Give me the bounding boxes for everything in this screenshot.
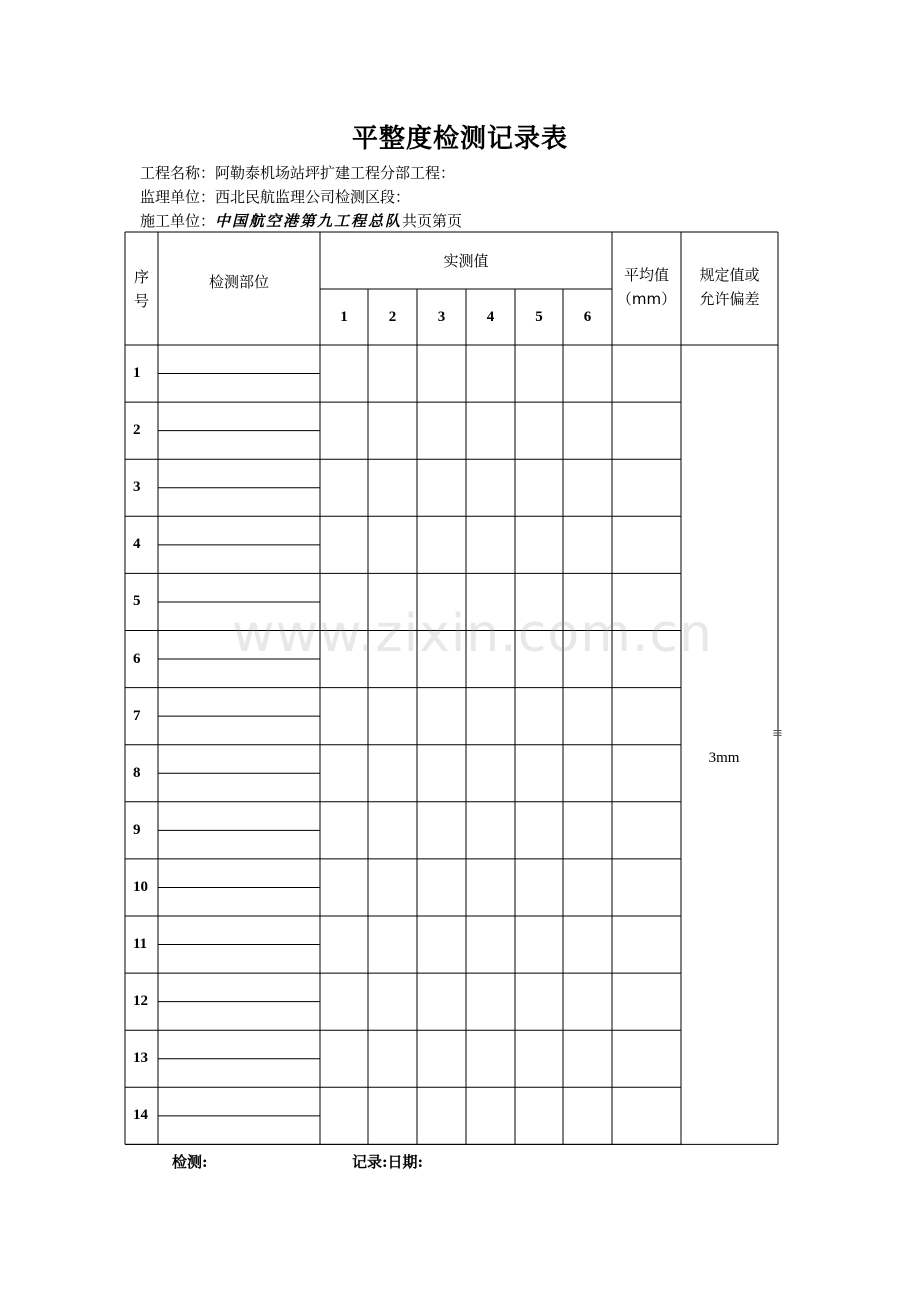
measure-column-5: 5 bbox=[535, 308, 543, 325]
contractor-value: 中国航空港第九工程总队 bbox=[215, 212, 403, 230]
header-location: 检测部位 bbox=[208, 272, 269, 291]
page-count: 共页第页 bbox=[402, 212, 463, 230]
inspector-label: 检测: bbox=[172, 1153, 208, 1171]
watermark: www.zixin.com.cn bbox=[232, 604, 713, 664]
row-number-3: 3 bbox=[133, 479, 141, 496]
page-title: 平整度检测记录表 bbox=[351, 124, 568, 154]
measure-column-2: 2 bbox=[388, 308, 397, 325]
tolerance-value: 3mm bbox=[708, 749, 740, 766]
row-number-12: 12 bbox=[133, 993, 148, 1010]
project-name-value: 阿勒泰机场站坪扩建工程分部工程： bbox=[215, 164, 456, 182]
edge-mark: ≡ bbox=[772, 726, 783, 741]
recorder-date-label: 记录:日期: bbox=[352, 1153, 424, 1171]
row-number-14: 14 bbox=[133, 1107, 148, 1124]
row-number-8: 8 bbox=[133, 764, 141, 781]
row-number-4: 4 bbox=[133, 536, 141, 553]
row-number-6: 6 bbox=[133, 650, 141, 667]
header-measured: 实测值 bbox=[443, 251, 489, 270]
header-average: 平均值 （mm） bbox=[616, 265, 677, 308]
supervisor-value: 西北民航监理公司检测区段： bbox=[215, 188, 411, 206]
row-number-11: 11 bbox=[133, 936, 148, 953]
contractor-label: 施工单位： bbox=[140, 212, 216, 230]
project-name-label: 工程名称： bbox=[140, 164, 216, 182]
row-number-10: 10 bbox=[133, 878, 148, 895]
measure-column-1: 1 bbox=[340, 308, 348, 325]
header-seq: 序 号 bbox=[133, 267, 149, 310]
measure-column-4: 4 bbox=[486, 308, 495, 325]
supervisor-label: 监理单位： bbox=[140, 188, 216, 206]
row-number-9: 9 bbox=[133, 821, 141, 838]
row-number-2: 2 bbox=[133, 422, 141, 439]
measure-column-3: 3 bbox=[437, 308, 446, 325]
header-tolerance: 规定值或 允许偏差 bbox=[699, 265, 760, 308]
row-number-1: 1 bbox=[133, 365, 141, 382]
measure-column-6: 6 bbox=[583, 308, 592, 325]
row-number-5: 5 bbox=[133, 593, 141, 610]
row-number-13: 13 bbox=[133, 1050, 148, 1067]
row-number-7: 7 bbox=[133, 707, 141, 724]
